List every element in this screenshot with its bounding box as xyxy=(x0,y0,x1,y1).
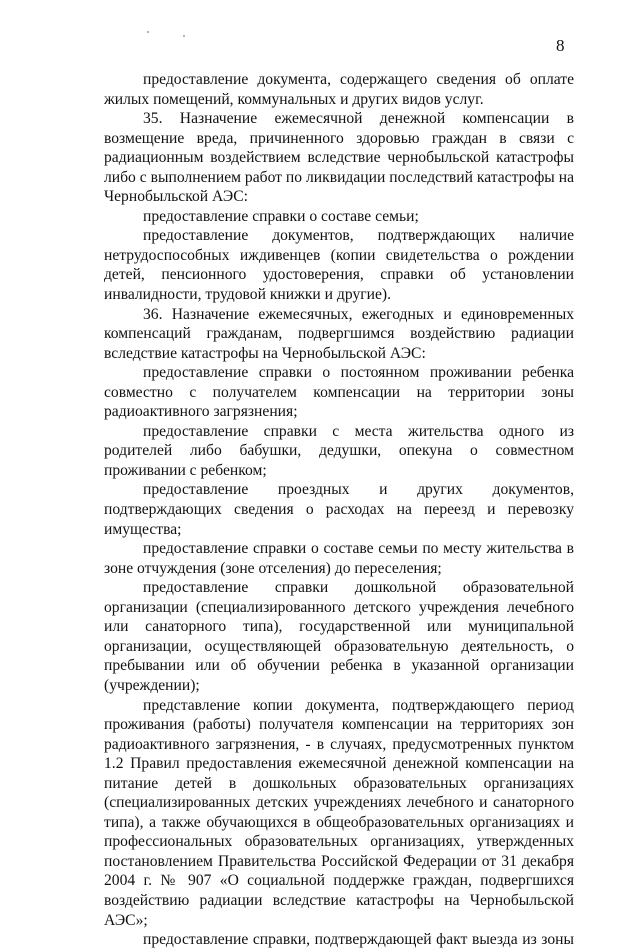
paragraph-residence-child: предоставление справки о постоянном проживании ребенка совместно с получателем компенсации на территории зоны радиоактивного загрязнения; xyxy=(104,364,574,421)
paragraph-utility-payment: предоставление документа, содержащего сведения об оплате жилых помещений, коммунальных и других видов услуг. xyxy=(104,71,574,108)
paragraph-departure-certificate: предоставление справки, подтверждающей факт выезда из зоны xyxy=(143,931,574,949)
scan-speck xyxy=(147,31,149,33)
paragraph-family-certificate: предоставление справки о составе семьи; xyxy=(143,207,419,225)
scan-speck xyxy=(183,35,185,37)
paragraph-parent-residence: предоставление справки с места жительства одного из родителей либо бабушки, дедушки, опекуна о совместном проживании с ребенком; xyxy=(104,422,574,479)
paragraph-dependents-documents: предоставление документов, подтверждающих наличие нетрудоспособных иждивенцев (копии свидетельства о рождении детей, пенсионного удостоверения, справки об установлении инвалидности, трудовой книжки и другие). xyxy=(104,227,574,304)
paragraph-exclusion-zone-family: предоставление справки о составе семьи по месту жительства в зоне отчуждения (зоне отселения) до переселения; xyxy=(104,540,574,577)
paragraph-preschool-certificate: предоставление справки дошкольной образовательной организации (специализированного детского учреждения лечебного или санаторного типа), государственной или муниципальной организации, осуществляющей образовательную деятельность, о пребывании или об обучении ребенка в указанной организации (учреждении); xyxy=(104,579,574,694)
page-number: 8 xyxy=(556,36,565,55)
paragraph-travel-documents: предоставление проездных и других документов, подтверждающих сведения о расходах на переезд и перевозку имущества; xyxy=(104,481,574,538)
paragraph-item-35: 35. Назначение ежемесячной денежной компенсации в возмещение вреда, причиненного здоровью граждан в связи с радиационным воздействием вследствие чернобыльской катастрофы либо с выполнением работ по ликвидации последствий катастрофы на Чернобыльской АЭС: xyxy=(104,110,574,206)
document-body xyxy=(104,70,574,950)
paragraph-item-36: 36. Назначение ежемесячных, ежегодных и единовременных компенсаций гражданам, подвергшимся воздействию радиации вследствие катастрофы на Чернобыльской АЭС: xyxy=(104,305,574,362)
paragraph-residence-period-copy: представление копии документа, подтверждающего период проживания (работы) получателя компенсации на территориях зон радиоактивного загрязнения, - в случаях, предусмотренных пунктом 1.2 Правил предоставления ежемесячной денежной компенсации на питание детей в дошкольных образовательных организациях (специализированных детских учреждениях лечебного и санаторного типа), а также обучающихся в общеобразовательных организациях и профессиональных образовательных организациях, утвержденных постановлением Правительства Российской Федерации от 31 декабря 2004 г. № 907 «О социальной поддержке граждан, подвергшихся воздействию радиации вследствие катастрофы на Чернобыльской АЭС»; xyxy=(104,696,574,929)
